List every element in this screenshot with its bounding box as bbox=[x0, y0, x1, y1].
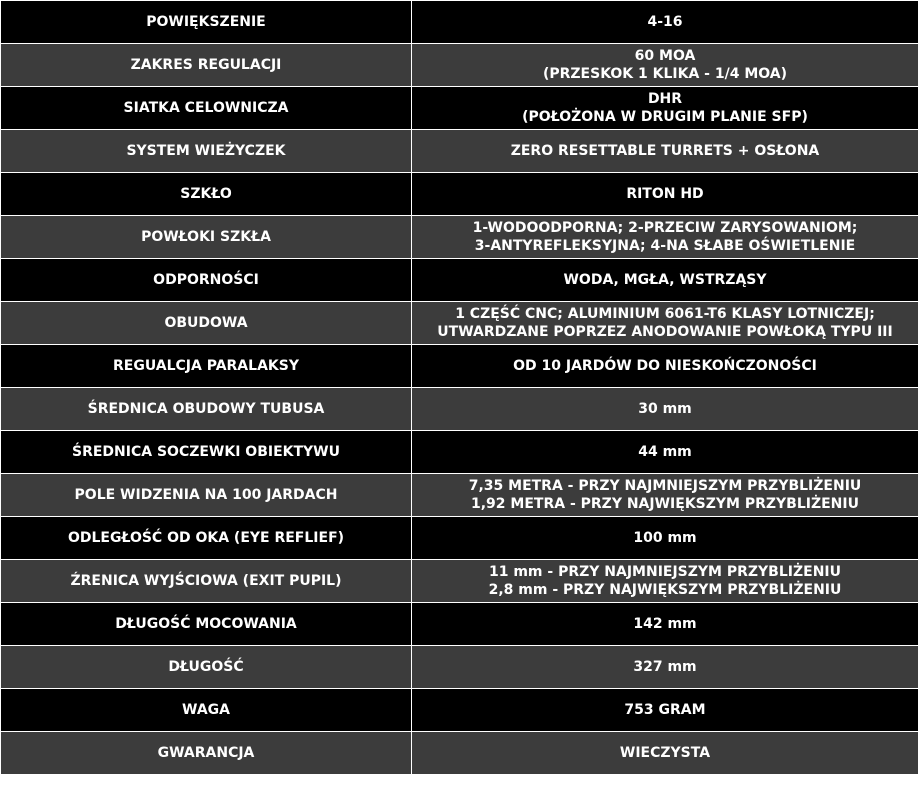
spec-label: DŁUGOŚĆ bbox=[1, 646, 412, 689]
spec-label: ZAKRES REGULACJI bbox=[1, 44, 412, 87]
spec-label: ŚREDNICA OBUDOWY TUBUSA bbox=[1, 388, 412, 431]
spec-row-weight bbox=[1, 689, 918, 732]
spec-row-objective-diameter bbox=[1, 431, 918, 474]
spec-row-warranty bbox=[1, 732, 918, 775]
spec-label: OBUDOWA bbox=[1, 302, 412, 345]
spec-row-turret-system bbox=[1, 130, 918, 173]
spec-value: 11 mm - PRZY NAJMNIEJSZYM PRZYBLIŻENIU 2,8 mm - PRZY NAJWIĘKSZYM PRZYBLIŻENIU bbox=[412, 560, 918, 603]
spec-label: ODPORNOŚCI bbox=[1, 259, 412, 302]
spec-row-reticle bbox=[1, 87, 918, 130]
spec-value: 100 mm bbox=[412, 517, 918, 560]
spec-label: SZKŁO bbox=[1, 173, 412, 216]
spec-value: 142 mm bbox=[412, 603, 918, 646]
spec-value: ZERO RESETTABLE TURRETS + OSŁONA bbox=[412, 130, 918, 173]
spec-value: 44 mm bbox=[412, 431, 918, 474]
spec-value: 753 GRAM bbox=[412, 689, 918, 732]
spec-value: 30 mm bbox=[412, 388, 918, 431]
spec-label: ODLEGŁOŚĆ OD OKA (EYE REFLIEF) bbox=[1, 517, 412, 560]
specs-table-body bbox=[1, 1, 918, 775]
spec-value: RITON HD bbox=[412, 173, 918, 216]
spec-label: ŹRENICA WYJŚCIOWA (EXIT PUPIL) bbox=[1, 560, 412, 603]
spec-label: SIATKA CELOWNICZA bbox=[1, 87, 412, 130]
spec-value: 1-WODOODPORNA; 2-PRZECIW ZARYSOWANIOM; 3-ANTYREFLEKSYJNA; 4-NA SŁABE OŚWIETLENIE bbox=[412, 216, 918, 259]
spec-label: SYSTEM WIEŻYCZEK bbox=[1, 130, 412, 173]
spec-label: GWARANCJA bbox=[1, 732, 412, 775]
spec-row-housing bbox=[1, 302, 918, 345]
spec-row-resistance bbox=[1, 259, 918, 302]
spec-row-field-of-view bbox=[1, 474, 918, 517]
spec-label: POLE WIDZENIA NA 100 JARDACH bbox=[1, 474, 412, 517]
spec-row-tube-diameter bbox=[1, 388, 918, 431]
spec-row-length bbox=[1, 646, 918, 689]
spec-label: ŚREDNICA SOCZEWKI OBIEKTYWU bbox=[1, 431, 412, 474]
spec-label: POWIĘKSZENIE bbox=[1, 1, 412, 44]
spec-label: WAGA bbox=[1, 689, 412, 732]
spec-row-glass bbox=[1, 173, 918, 216]
spec-row-adjustment-range bbox=[1, 44, 918, 87]
spec-value: 327 mm bbox=[412, 646, 918, 689]
spec-value: 1 CZĘŚĆ CNC; ALUMINIUM 6061-T6 KLASY LOTNICZEJ; UTWARDZANE POPRZEZ ANODOWANIE POWŁOKĄ TYPU III bbox=[412, 302, 918, 345]
spec-row-parallax bbox=[1, 345, 918, 388]
spec-value: OD 10 JARDÓW DO NIESKOŃCZONOŚCI bbox=[412, 345, 918, 388]
spec-label: REGUALCJA PARALAKSY bbox=[1, 345, 412, 388]
spec-row-magnification bbox=[1, 1, 918, 44]
spec-row-exit-pupil bbox=[1, 560, 918, 603]
spec-value: 4-16 bbox=[412, 1, 918, 44]
spec-label: POWŁOKI SZKŁA bbox=[1, 216, 412, 259]
spec-row-eye-relief bbox=[1, 517, 918, 560]
spec-row-mounting-length bbox=[1, 603, 918, 646]
spec-value: DHR (POŁOŻONA W DRUGIM PLANIE SFP) bbox=[412, 87, 918, 130]
spec-value: 7,35 METRA - PRZY NAJMNIEJSZYM PRZYBLIŻENIU 1,92 METRA - PRZY NAJWIĘKSZYM PRZYBLIŻENIU bbox=[412, 474, 918, 517]
spec-row-glass-coatings bbox=[1, 216, 918, 259]
spec-label: DŁUGOŚĆ MOCOWANIA bbox=[1, 603, 412, 646]
spec-value: WIECZYSTA bbox=[412, 732, 918, 775]
spec-value: 60 MOA (PRZESKOK 1 KLIKA - 1/4 MOA) bbox=[412, 44, 918, 87]
spec-value: WODA, MGŁA, WSTRZĄSY bbox=[412, 259, 918, 302]
